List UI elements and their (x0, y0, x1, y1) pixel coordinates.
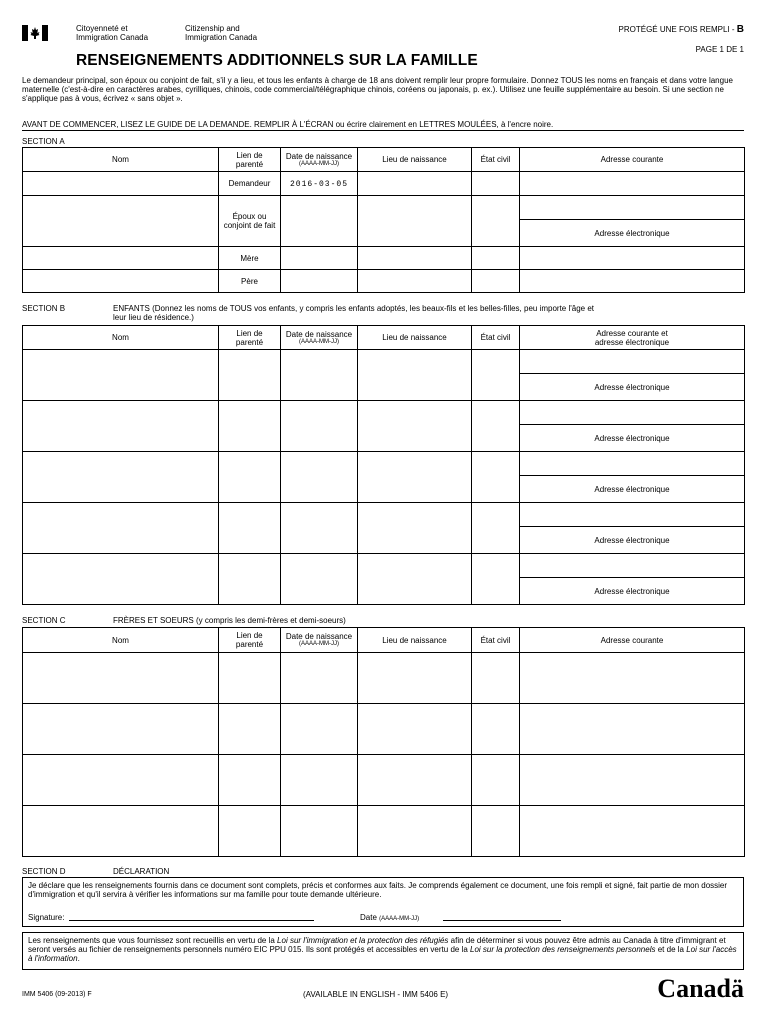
dept-name-en: Citizenship and Immigration Canada (185, 24, 258, 42)
col-header-adresse: Adresse courante et adresse électronique (520, 326, 745, 350)
demandeur-dob-field[interactable] (281, 172, 358, 196)
sibling-address-field[interactable] (520, 653, 745, 704)
sibling-name-field[interactable] (23, 806, 219, 857)
demandeur-birthplace-field[interactable] (358, 172, 472, 196)
signature-field[interactable] (69, 920, 314, 921)
pere-status-field[interactable] (472, 270, 520, 293)
sibling-name-field[interactable] (23, 755, 219, 806)
col-header-lien: Lien de parenté (219, 628, 281, 653)
child-status-field[interactable] (472, 452, 520, 503)
col-header-nom: Nom (23, 326, 219, 350)
sibling-address-field[interactable] (520, 806, 745, 857)
sibling-birthplace-field[interactable] (358, 653, 472, 704)
sibling-address-field[interactable] (520, 704, 745, 755)
child-address-field[interactable] (520, 554, 745, 578)
signature-label: Signature: (28, 913, 65, 922)
col-header-date: Date de naissance (AAAA-MM-JJ) (281, 148, 358, 172)
child-relation-field[interactable] (219, 452, 281, 503)
section-b-label: SECTION B (22, 304, 66, 313)
row-label-pere: Père (219, 270, 281, 293)
sibling-birthplace-field[interactable] (358, 806, 472, 857)
pere-birthplace-field[interactable] (358, 270, 472, 293)
sibling-status-field[interactable] (472, 704, 520, 755)
page-title: RENSEIGNEMENTS ADDITIONNELS SUR LA FAMILLE (76, 52, 478, 69)
child-dob-field[interactable] (281, 401, 358, 452)
epoux-birthplace-field[interactable] (358, 196, 472, 247)
child-name-field[interactable] (23, 554, 219, 605)
row-label-demandeur: Demandeur (219, 172, 281, 196)
col-header-adresse: Adresse courante (520, 148, 745, 172)
intro-text: Le demandeur principal, son époux ou conjoint de fait, s'il y a lieu, et tous les enfants à charge de 18 ans doivent remplir leur propre formulaire. Donnez TOUS les noms en français et dans votre langue maternelle (c'est-à-dire en caractères arabes, cyrilliques, chinois, code commercial/télégraphique chinois, coréens ou japonais, p. ex.). Utilisez une feuille supplémentaire au besoin. Si une section ne s'applique pas à vous, écrivez « sans objet ». (22, 76, 733, 103)
epoux-email-label[interactable]: Adresse électronique (520, 220, 745, 247)
section-c-title: FRÈRES ET SOEURS (y compris les demi-frères et demi-soeurs) (113, 616, 346, 625)
section-d-title: DÉCLARATION (113, 867, 170, 876)
col-header-lieu: Lieu de naissance (358, 628, 472, 653)
child-address-field[interactable] (520, 350, 745, 374)
child-status-field[interactable] (472, 503, 520, 554)
col-header-etat: État civil (472, 326, 520, 350)
sibling-dob-field[interactable] (281, 704, 358, 755)
demandeur-dob-input[interactable] (281, 180, 357, 189)
epoux-address-field[interactable] (520, 196, 745, 220)
sibling-relation-field[interactable] (219, 704, 281, 755)
child-address-field[interactable] (520, 401, 745, 425)
col-header-adresse: Adresse courante (520, 628, 745, 653)
section-c-label: SECTION C (22, 616, 66, 625)
section-b-table (22, 325, 745, 605)
child-email-field[interactable]: Adresse électronique (520, 578, 745, 605)
child-birthplace-field[interactable] (358, 554, 472, 605)
child-email-field[interactable]: Adresse électronique (520, 476, 745, 503)
child-address-field[interactable] (520, 452, 745, 476)
sibling-birthplace-field[interactable] (358, 704, 472, 755)
mere-status-field[interactable] (472, 247, 520, 270)
sibling-relation-field[interactable] (219, 755, 281, 806)
canada-flag-icon (22, 25, 48, 41)
child-birthplace-field[interactable] (358, 401, 472, 452)
child-email-field[interactable]: Adresse électronique (520, 374, 745, 401)
pere-address-field[interactable] (520, 270, 745, 293)
mere-name-field[interactable] (23, 247, 219, 270)
date-field[interactable] (443, 920, 561, 921)
child-address-field[interactable] (520, 503, 745, 527)
dept-name-fr: Citoyenneté et Immigration Canada (76, 24, 149, 42)
col-header-etat: État civil (472, 148, 520, 172)
row-label-mere: Mère (219, 247, 281, 270)
page-number: PAGE 1 DE 1 (695, 45, 744, 54)
col-header-nom: Nom (23, 628, 219, 653)
protected-label: PROTÉGÉ UNE FOIS REMPLI - B (618, 24, 744, 35)
sibling-name-field[interactable] (23, 704, 219, 755)
mere-dob-field[interactable] (281, 247, 358, 270)
privacy-notice (22, 932, 744, 970)
col-header-nom: Nom (23, 148, 219, 172)
pere-name-field[interactable] (23, 270, 219, 293)
col-header-date: Date de naissance (AAAA-MM-JJ) (281, 326, 358, 350)
child-status-field[interactable] (472, 350, 520, 401)
section-a-label: SECTION A (22, 137, 65, 146)
divider (22, 130, 744, 131)
child-relation-field[interactable] (219, 503, 281, 554)
section-c-table (22, 627, 745, 857)
sibling-dob-field[interactable] (281, 755, 358, 806)
epoux-status-field[interactable] (472, 196, 520, 247)
sibling-name-field[interactable] (23, 653, 219, 704)
sibling-status-field[interactable] (472, 755, 520, 806)
col-header-lieu: Lieu de naissance (358, 326, 472, 350)
child-dob-field[interactable] (281, 554, 358, 605)
sibling-relation-field[interactable] (219, 653, 281, 704)
child-dob-field[interactable] (281, 452, 358, 503)
child-status-field[interactable] (472, 401, 520, 452)
demandeur-status-field[interactable] (472, 172, 520, 196)
child-relation-field[interactable] (219, 350, 281, 401)
sibling-status-field[interactable] (472, 806, 520, 857)
section-a-table (22, 147, 745, 293)
instruction-text: AVANT DE COMMENCER, LISEZ LE GUIDE DE LA DEMANDE. REMPLIR À L'ÉCRAN ou écrire clairement en LETTRES MOULÉES, à l'encre noire. (22, 120, 554, 129)
epoux-dob-field[interactable] (281, 196, 358, 247)
col-header-etat: État civil (472, 628, 520, 653)
child-birthplace-field[interactable] (358, 503, 472, 554)
date-label: Date (AAAA-MM-JJ) (360, 913, 420, 922)
child-relation-field[interactable] (219, 401, 281, 452)
child-dob-field[interactable] (281, 503, 358, 554)
epoux-name-field[interactable] (23, 196, 219, 247)
sibling-dob-field[interactable] (281, 806, 358, 857)
sibling-address-field[interactable] (520, 755, 745, 806)
child-name-field[interactable] (23, 350, 219, 401)
child-email-field[interactable]: Adresse électronique (520, 527, 745, 554)
child-name-field[interactable] (23, 452, 219, 503)
child-birthplace-field[interactable] (358, 452, 472, 503)
english-version-note: (AVAILABLE IN ENGLISH - IMM 5406 E) (303, 990, 449, 999)
col-header-lien: Lien de parenté (219, 326, 281, 350)
declaration-box (22, 877, 744, 927)
col-header-date: Date de naissance (AAAA-MM-JJ) (281, 628, 358, 653)
sibling-birthplace-field[interactable] (358, 755, 472, 806)
child-birthplace-field[interactable] (358, 350, 472, 401)
sibling-relation-field[interactable] (219, 806, 281, 857)
sibling-status-field[interactable] (472, 653, 520, 704)
child-name-field[interactable] (23, 503, 219, 554)
mere-address-field[interactable] (520, 247, 745, 270)
form-id: IMM 5406 (09-2013) F (22, 991, 92, 998)
child-dob-field[interactable] (281, 350, 358, 401)
child-status-field[interactable] (472, 554, 520, 605)
mere-birthplace-field[interactable] (358, 247, 472, 270)
col-header-lieu: Lieu de naissance (358, 148, 472, 172)
pere-dob-field[interactable] (281, 270, 358, 293)
canada-wordmark: Canadä (657, 974, 744, 1003)
child-email-field[interactable]: Adresse électronique (520, 425, 745, 452)
col-header-lien: Lien de parenté (219, 148, 281, 172)
privacy-text: Les renseignements que vous fournissez sont recueillis en vertu de la Loi sur l'immigration et la protection des réfugiés afin de déterminer si vous pouvez être admis au Canada à titre d'immigrant et seront versés au fichier de renseignements personnels numéro EIC PPU 015. Ils sont protégés et accessibles en vertu de la Loi sur la protection des renseignements personnels et de la Loi sur l'accès à l'information. (28, 936, 737, 963)
child-relation-field[interactable] (219, 554, 281, 605)
demandeur-address-field[interactable] (520, 172, 745, 196)
sibling-dob-field[interactable] (281, 653, 358, 704)
row-label-epoux: Époux ou conjoint de fait (219, 196, 281, 247)
declaration-text: Je déclare que les renseignements fournis dans ce document sont complets, précis et conformes aux faits. Je comprends également ce document, une fois rempli et signé, fait partie de mon dossier d'immigration et qu'il servira à vérifier les informations sur ma famille pour toute demande ultérieure. (28, 881, 728, 899)
child-name-field[interactable] (23, 401, 219, 452)
demandeur-name-field[interactable] (23, 172, 219, 196)
section-d-label: SECTION D (22, 867, 66, 876)
section-b-title: ENFANTS (Donnez les noms de TOUS vos enfants, y compris les enfants adoptés, les beaux-fils et les belles-filles, peu importe l'âge et leur lieu de résidence.) (113, 304, 595, 322)
